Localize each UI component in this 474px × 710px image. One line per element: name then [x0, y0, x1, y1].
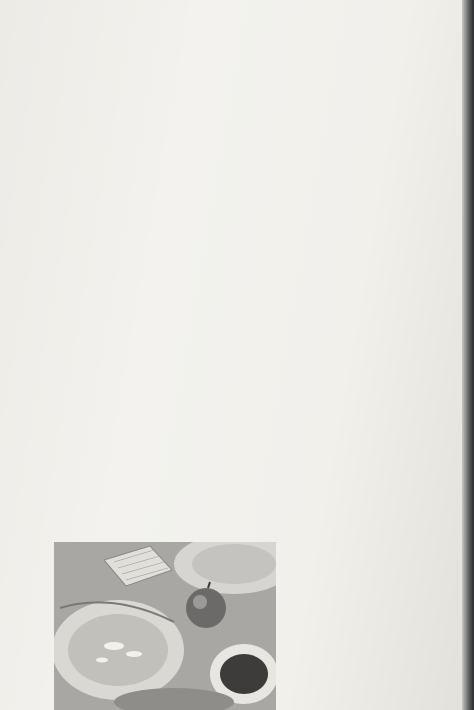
toc-entry: [82, 59, 278, 75]
heading-line: [288, 43, 454, 64]
toc-entries-advice: [288, 76, 454, 123]
toc-entry: [82, 153, 278, 169]
subsection-line: [82, 271, 278, 287]
toc-entry: [82, 333, 278, 349]
toc-entry: [82, 169, 278, 185]
toc-section-regeneration: [82, 233, 278, 254]
toc-entry: [288, 107, 454, 123]
toc-entry: [82, 365, 278, 381]
toc-entry: [82, 302, 278, 318]
toc-entries-bottom: [82, 302, 278, 381]
heading-line: [82, 233, 278, 254]
book-spine: [462, 0, 474, 710]
toc-register-entry: [288, 137, 454, 153]
subsection-line: [82, 286, 278, 302]
toc-entry: [82, 318, 278, 334]
toc-entry: [82, 200, 278, 216]
toc-entry: [82, 106, 278, 122]
toc-entry: [82, 349, 278, 365]
toc-entry: [82, 74, 278, 90]
toc-entry: [288, 76, 454, 92]
food-photo: [54, 542, 276, 710]
toc-right-column: [288, 43, 454, 153]
toc-entry: [82, 43, 278, 59]
toc-entry: [82, 122, 278, 138]
toc-entry: [288, 92, 454, 108]
toc-section-advice: [288, 43, 454, 64]
toc-entries-top: [82, 43, 278, 216]
toc-entry: [82, 90, 278, 106]
food-photo-illustration: [54, 542, 276, 710]
toc-subsections: [82, 271, 278, 302]
toc-entry: [82, 137, 278, 153]
toc-left-column: [82, 43, 278, 380]
toc-entry: [82, 184, 278, 200]
